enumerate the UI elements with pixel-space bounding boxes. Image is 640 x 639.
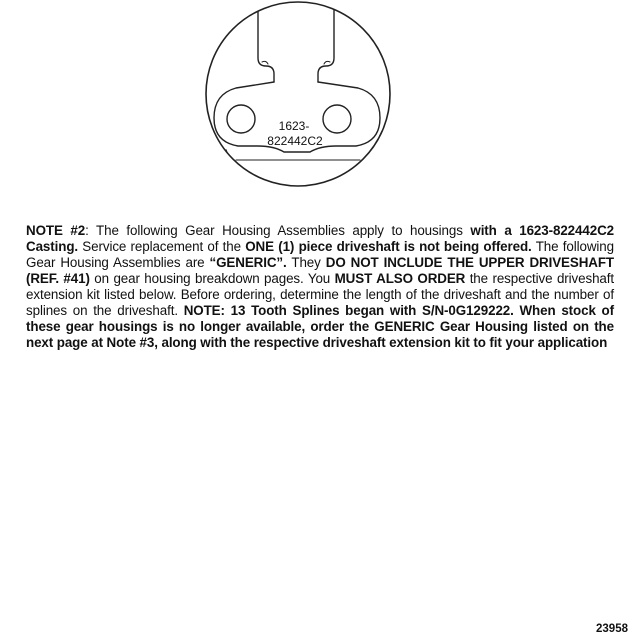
gear-housing-casting-illustration xyxy=(0,0,640,200)
note-emphasis-text: “GENERIC”. xyxy=(209,255,287,270)
note-body-text: The following Gear Housing Assemblies are xyxy=(26,239,614,270)
note-body-text: : The following Gear Housing Assemblies apply to housings xyxy=(85,223,471,238)
note-body-text: They xyxy=(286,255,326,270)
left-bolt-hole xyxy=(227,105,255,133)
note-body-text: Service replacement of the xyxy=(78,239,246,254)
note-emphasis-text: MUST ALSO ORDER xyxy=(334,271,466,286)
casting-label-line1: 1623- xyxy=(278,119,310,133)
casting-left-boss-outline xyxy=(258,0,274,82)
note-body-text: the respective driveshaft extension kit listed below. Before ordering, determine the length of the driveshaft and the number of splines on the driveshaft. xyxy=(26,271,615,318)
casting-label-line2: 822442C2 xyxy=(267,134,323,148)
note-emphasis-text: NOTE #2 xyxy=(26,223,86,238)
note-emphasis-text: NOTE: 13 Tooth Splines began with S/N-0G129222. When stock of these gear housings is no longer available, order the GENERIC Gear Housing listed on the next page at Note #3, along with the respective driveshaft extension kit to fit your application xyxy=(26,303,614,350)
right-bolt-hole xyxy=(323,105,351,133)
note-emphasis-text: with a 1623-822442C2 Casting. xyxy=(26,223,614,254)
casting-right-boss-outline xyxy=(318,0,334,82)
note-body-text: on gear housing breakdown pages. You xyxy=(89,271,335,286)
detail-view-circle xyxy=(206,2,390,186)
note-2-paragraph xyxy=(26,223,614,351)
note-emphasis-text: ONE (1) piece driveshaft is not being offered. xyxy=(245,239,532,254)
note-emphasis-text: DO NOT INCLUDE THE UPPER DRIVESHAFT (REF. #41) xyxy=(26,255,615,286)
figure-number: 23958 xyxy=(596,623,628,635)
